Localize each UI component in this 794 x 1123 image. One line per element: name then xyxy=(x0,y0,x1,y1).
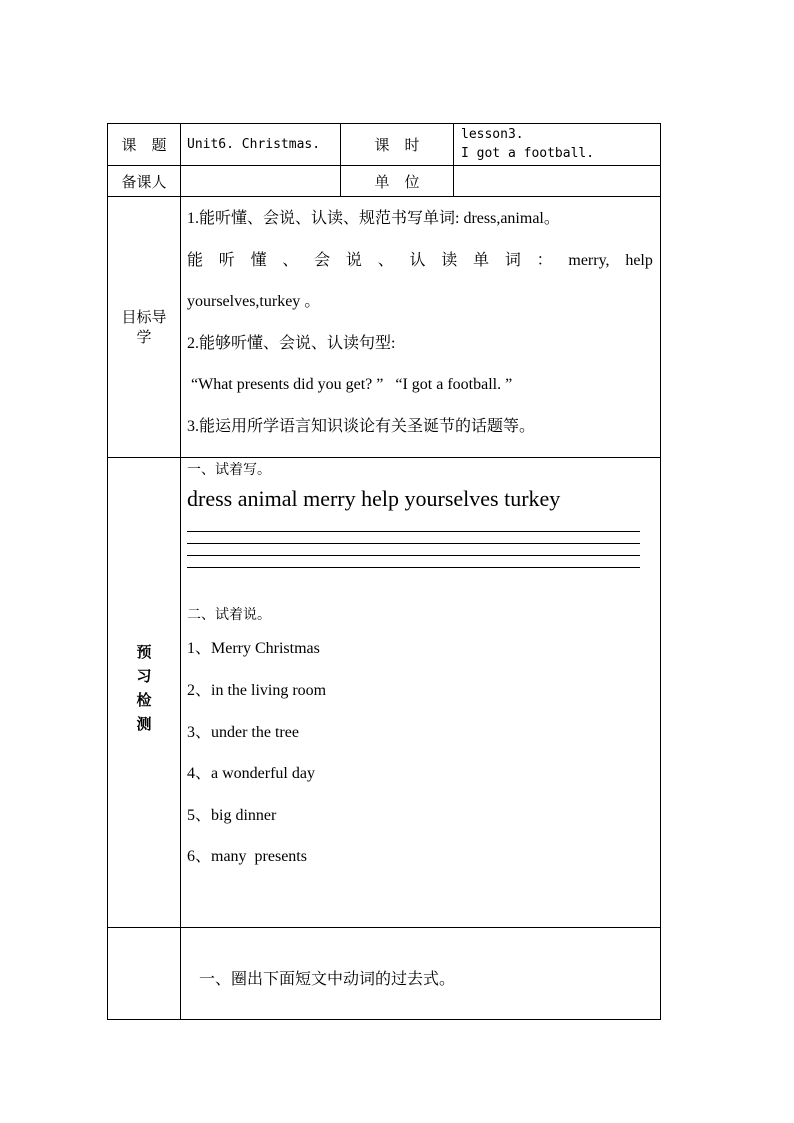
objective-line-1: 1.能听懂、会说、认读、规范书写单词: dress,animal。 xyxy=(187,210,560,227)
table-border-row3 xyxy=(107,457,661,458)
objective-line-2-part: help xyxy=(625,251,653,269)
table-border-right xyxy=(660,123,661,1020)
period-value-line2: I got a football. xyxy=(461,146,595,161)
objective-line-2-part: 会 xyxy=(314,251,331,269)
objective-line-3: yourselves,turkey 。 xyxy=(187,293,321,310)
table-border-row4 xyxy=(107,927,661,928)
objective-line-2-part: 、 xyxy=(377,251,394,269)
writing-line-1 xyxy=(187,531,640,532)
unit-label-text: 单 位 xyxy=(374,172,420,191)
writing-line-3 xyxy=(187,555,640,556)
preview-label-char-3: 检 xyxy=(136,691,152,709)
objective-line-2-part: 说 xyxy=(345,251,362,269)
preview-label-char-4: 测 xyxy=(136,715,152,733)
objectives-label-line1: 目标导 xyxy=(121,308,167,326)
last-row-instruction: 一、圈出下面短文中动词的过去式。 xyxy=(199,969,456,988)
last-row-label xyxy=(108,928,180,1019)
table-border-bottom xyxy=(107,1019,661,1020)
phrase-4: 4、a wonderful day xyxy=(187,765,315,782)
period-label xyxy=(341,124,453,165)
say-heading: 二、试着说。 xyxy=(187,607,271,623)
unit-label xyxy=(341,166,453,196)
objective-line-2-part: merry, xyxy=(568,251,610,269)
phrase-6: 6、many presents xyxy=(187,848,307,865)
objectives-content xyxy=(187,198,653,456)
phrase-3: 3、under the tree xyxy=(187,724,299,741)
preparer-value xyxy=(181,166,340,196)
objective-line-5: “What presents did you get? ” “I got a football. ” xyxy=(187,376,513,393)
phrase-5: 5、big dinner xyxy=(187,807,277,824)
objectives-label-line2: 学 xyxy=(136,328,152,346)
objectives-label xyxy=(108,197,180,457)
objective-line-2-part: 听 xyxy=(218,251,235,269)
topic-label xyxy=(108,124,180,165)
topic-value xyxy=(187,124,337,165)
write-heading: 一、试着写。 xyxy=(187,462,271,478)
preparer-label-text: 备课人 xyxy=(121,172,167,191)
period-label-text: 课 时 xyxy=(374,136,420,154)
objective-line-2-part: 懂 xyxy=(250,251,267,269)
topic-value-text: Unit6. Christmas. xyxy=(187,137,321,152)
objective-line-2-part: 、 xyxy=(282,251,299,269)
topic-label-text: 课 题 xyxy=(121,136,167,154)
objective-line-2-part: 单 xyxy=(473,251,490,269)
objective-line-4: 2.能够听懂、会说、认读句型: xyxy=(187,334,396,352)
writing-line-4 xyxy=(187,567,640,568)
preview-label-char-2: 习 xyxy=(136,667,152,685)
table-border-col1 xyxy=(180,123,181,1020)
preview-label xyxy=(108,640,180,736)
preparer-label xyxy=(108,166,180,196)
write-words: dress animal merry help yourselves turkey xyxy=(187,486,561,511)
objective-line-2-part: 能 xyxy=(187,251,204,269)
objective-line-2-part: 认 xyxy=(409,251,426,269)
writing-line-2 xyxy=(187,543,640,544)
objective-line-2-part: ： xyxy=(536,251,553,269)
table-border-row2 xyxy=(107,196,661,197)
period-value xyxy=(461,125,656,165)
objective-line-2 xyxy=(187,240,653,282)
phrase-2: 2、in the living room xyxy=(187,682,327,699)
phrase-1: 1、Merry Christmas xyxy=(187,640,320,657)
objective-line-2-part: 读 xyxy=(441,251,458,269)
objective-line-6: 3.能运用所学语言知识谈论有关圣诞节的话题等。 xyxy=(187,417,536,435)
unit-value xyxy=(454,166,660,196)
preview-label-char-1: 预 xyxy=(136,643,152,661)
period-value-line1: lesson3. xyxy=(461,127,524,142)
objective-line-2-part: 词 xyxy=(504,251,521,269)
